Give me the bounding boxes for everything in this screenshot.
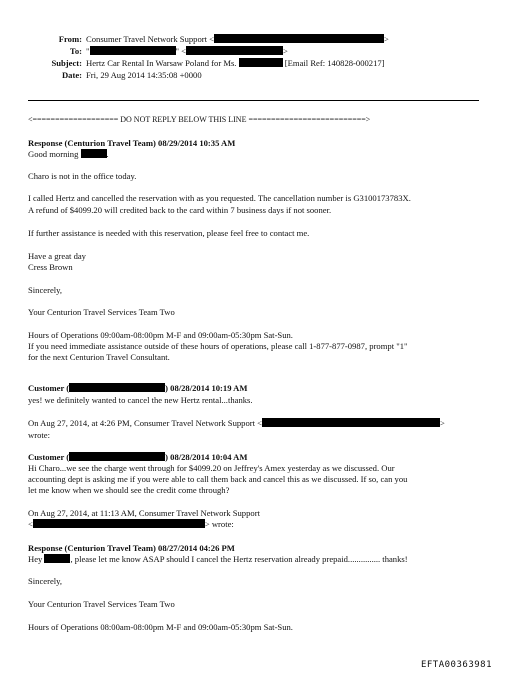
from-value: Consumer Travel Network Support < (86, 34, 215, 44)
to-prefix: " (86, 46, 90, 56)
hours-line: If you need immediate assistance outside of these hours of operations, please call 1-877-877-0987, prompt "1" (28, 341, 408, 351)
paragraph: yes! we definitely wanted to cancel the new Hertz rental...thanks. (28, 395, 253, 405)
quote-line: wrote: (28, 430, 50, 440)
redaction-block (69, 383, 165, 392)
date-label: Date: (61, 70, 82, 80)
to-label: To: (69, 46, 82, 56)
hours-line: for the next Centurion Travel Consultant. (28, 352, 170, 362)
response-heading: Response (Centurion Travel Team) 08/27/2014 04:26 PM (28, 543, 235, 553)
paragraph: A refund of $4099.20 will credited back to the card within 7 business days if not sooner. (28, 205, 332, 215)
header-divider-line (28, 100, 479, 101)
response-heading: Response (Centurion Travel Team) 08/29/2014 10:35 AM (28, 138, 236, 148)
paragraph: accounting dept is asking me if you were able to call them back and cancel this as we discussed. If so, can you (28, 474, 408, 484)
document-id: EFTA00363981 (420, 660, 492, 670)
do-not-reply-divider: <=================== DO NOT REPLY BELOW THIS LINE ==========================> (28, 115, 371, 124)
redaction-block (239, 58, 283, 67)
paragraph: I called Hertz and cancelled the reservation with as you requested. The cancellation number is G3100173783X. (28, 193, 411, 203)
redaction-block (44, 554, 70, 563)
paragraph: Sincerely, (28, 285, 63, 295)
redaction-block (33, 519, 205, 528)
redaction-block (262, 418, 440, 427)
date-value: Fri, 29 Aug 2014 14:35:08 +0000 (86, 70, 202, 80)
redaction-block (186, 46, 283, 55)
quote-line: On Aug 27, 2014, at 11:13 AM, Consumer Travel Network Support (28, 508, 260, 518)
hours-line: Hours of Operations 08:00am-08:00pm M-F and 09:00am-05:30pm Sat-Sun. (28, 622, 293, 632)
paragraph: Hi Charo...we see the charge went through for $4099.20 on Jeffrey's Amex yesterday as we discussed. Our (28, 463, 395, 473)
from-suffix: > (384, 34, 389, 44)
redaction-block (214, 34, 384, 43)
signature-name: Cress Brown (28, 262, 73, 272)
paragraph: Sincerely, (28, 576, 63, 586)
redaction-block (81, 149, 107, 158)
redaction-block (90, 46, 176, 55)
paragraph: Hey , please let me know ASAP should I cancel the Hertz reservation already prepaid............... thanks! (28, 554, 408, 564)
paragraph: Charo is not in the office today. (28, 171, 137, 181)
hours-line: Hours of Operations 09:00am-08:00pm M-F and 09:00am-05:30pm Sat-Sun. (28, 330, 293, 340)
greeting: Good morning . (28, 149, 109, 159)
from-label: From: (58, 34, 82, 44)
customer-heading: Customer ( ) 08/28/2014 10:04 AM (28, 452, 248, 462)
paragraph: let me know when we should see the credit come through? (28, 485, 230, 495)
team-name: Your Centurion Travel Services Team Two (28, 599, 175, 609)
signoff: Have a great day (28, 251, 86, 261)
quote-line: On Aug 27, 2014, at 4:26 PM, Consumer Travel Network Support < > (28, 418, 445, 428)
to-suffix: > (283, 46, 288, 56)
redaction-block (69, 452, 165, 461)
quote-line: < > wrote: (28, 519, 234, 529)
email-ref: [Email Ref: 140828-000217] (284, 58, 385, 68)
subject-label: Subject: (51, 58, 82, 68)
team-name: Your Centurion Travel Services Team Two (28, 307, 175, 317)
to-mid: " < (175, 46, 187, 56)
paragraph: If further assistance is needed with this reservation, please feel free to contact me. (28, 228, 310, 238)
subject-value: Hertz Car Rental In Warsaw Poland for Ms. (86, 58, 237, 68)
customer-heading: Customer ( ) 08/28/2014 10:19 AM (28, 383, 248, 393)
